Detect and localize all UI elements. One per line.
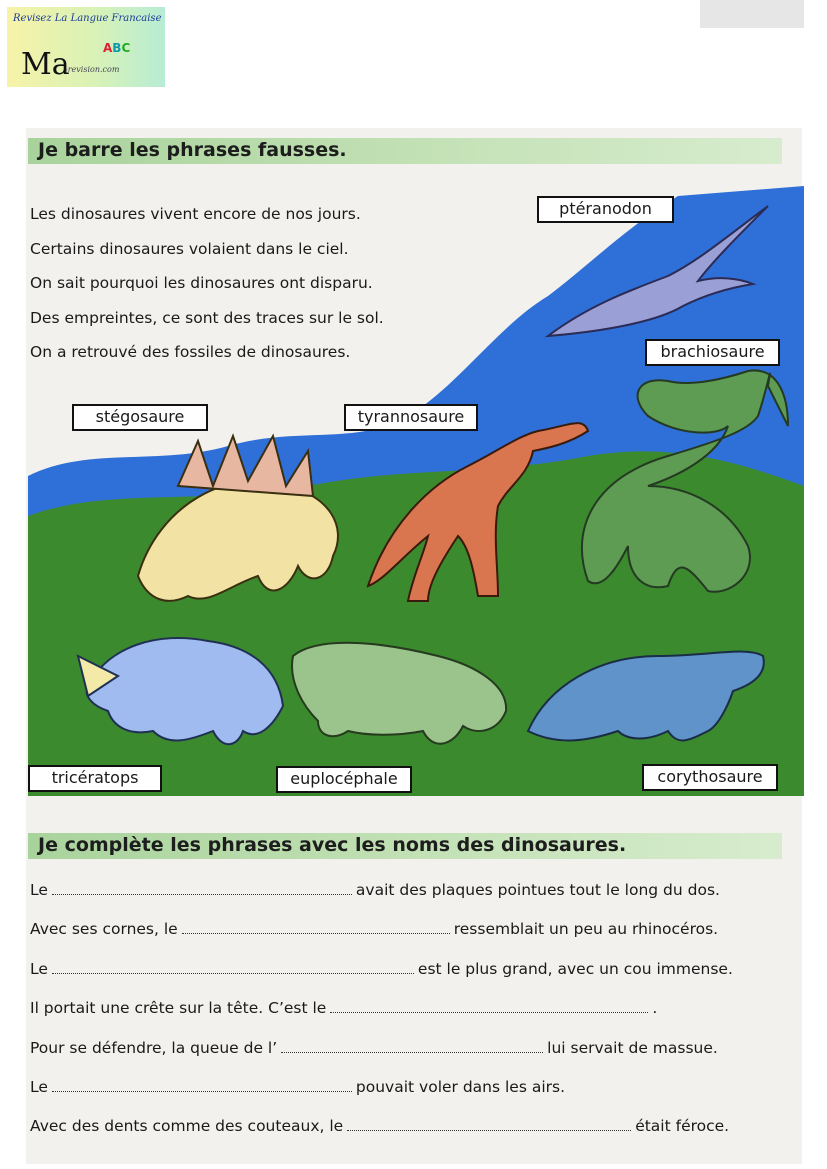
answer-blank[interactable] <box>330 1000 648 1013</box>
fill-line-before: Le <box>30 1078 48 1096</box>
true-false-sentences <box>30 197 430 370</box>
sentence-1[interactable]: Les dinosaures vivent encore de nos jours. <box>30 205 361 223</box>
fill-line-before: Il portait une crête sur la tête. C’est le <box>30 999 327 1017</box>
fill-line-before: Le <box>30 881 48 899</box>
fill-line-after: pouvait voler dans les airs. <box>355 1078 566 1096</box>
sentence-5[interactable]: On a retrouvé des fossiles de dinosaures. <box>30 343 351 361</box>
fill-line-before: Avec des dents comme des couteaux, le <box>30 1117 344 1135</box>
fill-line-after: avait des plaques pointues tout le long du dos. <box>355 881 720 899</box>
label-brachiosaure: brachiosaure <box>645 339 780 366</box>
site-logo[interactable] <box>7 7 165 87</box>
fill-line-after: était féroce. <box>635 1117 730 1135</box>
answer-blank[interactable] <box>52 882 352 895</box>
fill-line-1 <box>30 881 790 899</box>
fill-line-before: Le <box>30 960 48 978</box>
fill-line-2 <box>30 920 790 938</box>
section-title: Je barre les phrases fausses. <box>38 139 347 161</box>
answer-blank[interactable] <box>347 1118 631 1131</box>
label-pteranodon: ptéranodon <box>537 196 674 223</box>
fill-line-6 <box>30 1078 790 1096</box>
label-stegosaure: stégosaure <box>72 404 208 431</box>
section-title: Je complète les phrases avec les noms des dinosaures. <box>38 834 627 856</box>
section-header-complete <box>28 833 782 859</box>
answer-blank[interactable] <box>52 1079 352 1092</box>
sentence-3[interactable]: On sait pourquoi les dinosaures ont disparu. <box>30 274 373 292</box>
answer-blank[interactable] <box>52 961 414 974</box>
logo-abc: ABC <box>103 41 131 55</box>
label-euplocephale: euplocéphale <box>276 766 412 793</box>
fill-line-after: ressemblait un peu au rhinocéros. <box>453 920 719 938</box>
fill-line-5 <box>30 1039 790 1057</box>
logo-suffix: -revision.com <box>65 65 120 74</box>
scanned-background-top <box>700 0 804 28</box>
logo-tagline: Revisez La Langue Francaise <box>13 13 162 24</box>
fill-line-before: Pour se défendre, la queue de l’ <box>30 1039 278 1057</box>
sentence-4[interactable]: Des empreintes, ce sont des traces sur le sol. <box>30 308 384 327</box>
fill-line-after: est le plus grand, avec un cou immense. <box>417 960 733 978</box>
fill-line-7 <box>30 1117 790 1135</box>
label-corythosaure: corythosaure <box>642 764 778 791</box>
fill-line-4 <box>30 999 790 1017</box>
fill-line-after: . <box>652 999 658 1017</box>
logo-ma: Ma <box>21 47 70 82</box>
fill-line-3 <box>30 960 790 978</box>
answer-blank[interactable] <box>182 921 450 934</box>
label-tyrannosaure: tyrannosaure <box>344 404 478 431</box>
section-header-true-false <box>28 138 782 164</box>
label-triceratops: tricératops <box>28 765 162 792</box>
fill-line-before: Avec ses cornes, le <box>30 920 178 938</box>
answer-blank[interactable] <box>281 1040 543 1053</box>
fill-line-after: lui servait de massue. <box>547 1039 718 1057</box>
sentence-2[interactable]: Certains dinosaures volaient dans le ciel. <box>30 239 349 258</box>
